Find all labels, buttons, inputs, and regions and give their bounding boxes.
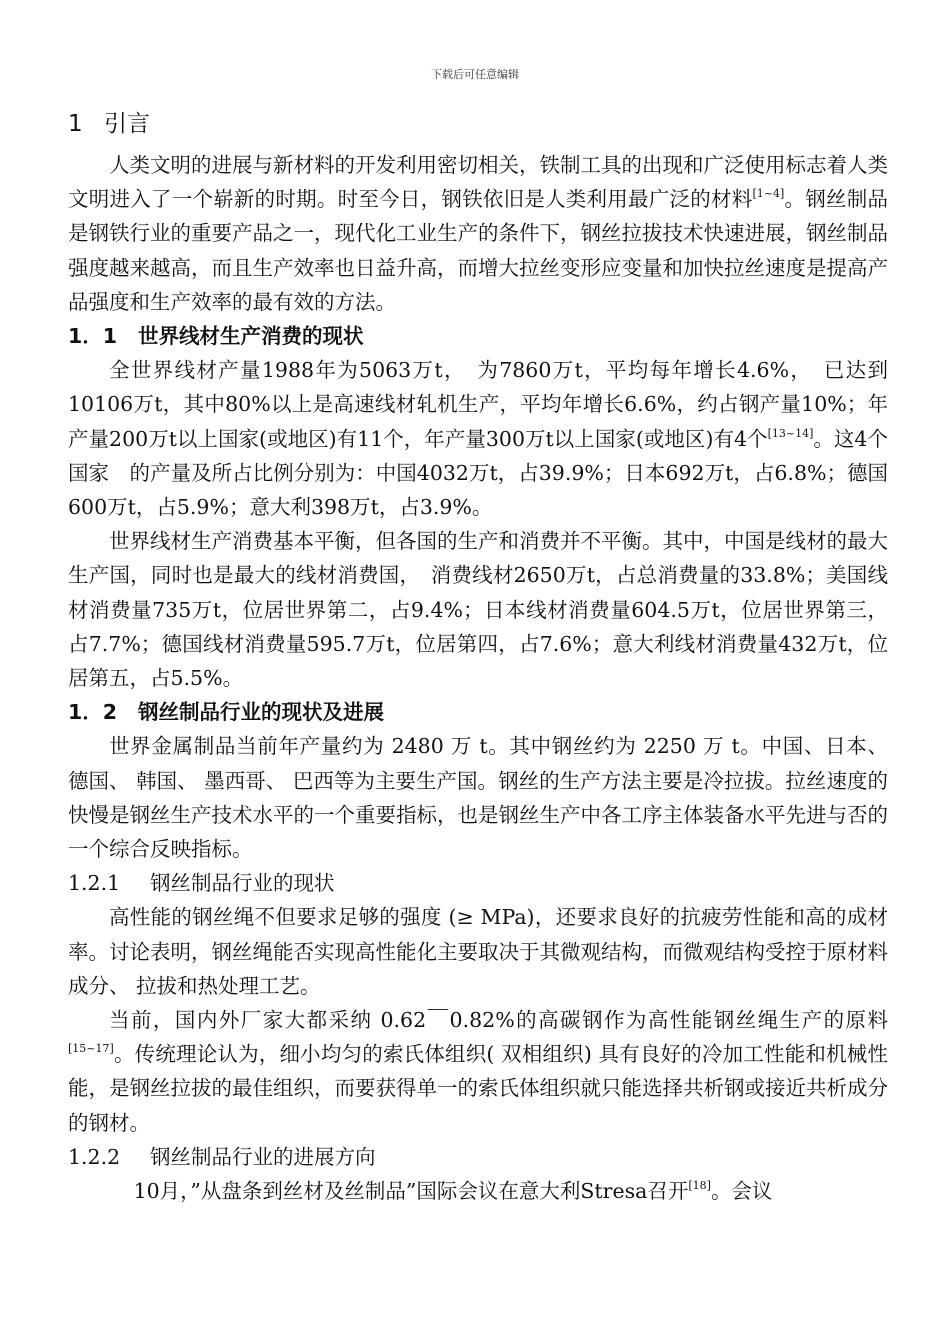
section-heading-1-2-1 (68, 866, 888, 900)
section-title: 钢丝制品行业的现状及进展 (138, 700, 384, 725)
page-header: 下载后可任意编辑 (431, 68, 519, 81)
paragraph-wire-rope: 高性能的钢丝绳不但要求足够的强度 (≥ MPa)，还要求良好的抗疲劳性能和高的成材率。讨论表明，钢丝绳能否实现高性能化主要取决于其微观结构，而微观结构受控于原材料成分、 拉拔和热处理工艺。 (68, 905, 888, 998)
paragraph-intro (68, 148, 888, 319)
text-run: 。钢丝制品是钢铁行业的重要产品之一，现代化工业生产的条件下，钢丝拉拔技术快速进展，钢丝制品强度越来越高，而且生产效率也日益升高，而增大拉丝变形应变量和加快拉丝速度是提高产品强度和生产效率的最有效的方法。 (68, 187, 889, 314)
citation: [13~14] (767, 426, 814, 440)
text-run: 当前，国内外厂家大都采纳 0.62￣0.82%的高碳钢作为高性能钢丝绳生产的原料 (109, 1008, 888, 1033)
section-number: 1.2.2 (68, 1144, 121, 1169)
paragraph-metal-products: 世界金属制品当前年产量约为 2480 万 t。其中钢丝约为 2250 万 t。中国、日本、 德国、 韩国、 墨西哥、 巴西等为主要生产国。钢丝的生产方法主要是冷拉拔。拉丝速度的快慢是钢丝生产技术水平的一个重要指标，也是钢丝生产中各工序主体装备水平先进与否的一个综合反映指标。 (68, 734, 888, 862)
text-run: 。这4个国家 的产量及所占比例分别为：中国4032万t，占39.9%；日本692万t，占6.8%；德国600万t，占5.9%；意大利398万t，占3.9%。 (68, 426, 888, 520)
paragraph-wire-consumption: 世界线材生产消费基本平衡，但各国的生产和消费并不平衡。其中，中国是线材的最大生产国，同时也是最大的线材消费国， 消费线材2650万t，占总消费量的33.8%；美国线材消费量735万t，位居世界第二，占9.4%；日本线材消费量604.5万t，位居世界第三，占7.7%；德国线材消费量595.7万t，位居第四，占7.6%；意大利线材消费量432万t，位居第五，占5.5%。 (68, 529, 888, 691)
section-heading-1-1 (68, 319, 888, 353)
section-title: 钢丝制品行业的现状 (150, 871, 335, 896)
text-run: 。会议 (710, 1179, 773, 1204)
text-run: 全世界线材产量1988年为5063万t， 为7860万t，平均每年增长4.6%， 已达到10106万t，其中80%以上是高速线材轧机生产，平均年增长6.6%，约占钢产量10%；年产量200万t以上国家(或地区)有11个，年产量300万t以上国家(或地区)有4个 (68, 358, 888, 451)
section-heading-1 (68, 104, 888, 144)
citation: [15~17] (68, 1042, 114, 1056)
citation: [18] (688, 1179, 711, 1193)
text-run: 。传统理论认为，细小均匀的索氏体组织( 双相组织) 具有良好的冷加工性能和机械性能，是钢丝拉拔的最佳组织，而要获得单一的索氏体组织就只能选择共析钢或接近共析成分的钢材。 (68, 1042, 888, 1135)
document-body (68, 104, 888, 1208)
paragraph-high-carbon-steel (68, 1003, 888, 1140)
section-number: 1 (68, 111, 83, 137)
section-number: 1．2 (68, 700, 118, 725)
citation: [1~4] (752, 187, 785, 201)
paragraph-conference (68, 1174, 888, 1208)
text-run: 10月，”从盘条到丝材及丝制品”国际会议在意大利Stresa召开 (133, 1179, 689, 1204)
text-run: 人类文明的进展与新材料的开发利用密切相关，铁制工具的出现和广泛使用标志着人类文明进入了一个崭新的时期。时至今日，钢铁依旧是人类利用最广泛的材料 (68, 153, 888, 212)
section-title: 引言 (104, 111, 150, 137)
paragraph-wire-production (68, 353, 888, 524)
section-number: 1．1 (68, 324, 118, 349)
section-title: 世界线材生产消费的现状 (138, 324, 364, 349)
section-number: 1.2.1 (68, 871, 121, 896)
section-heading-1-2-2 (68, 1140, 888, 1174)
section-heading-1-2 (68, 695, 888, 729)
section-title: 钢丝制品行业的进展方向 (150, 1144, 376, 1169)
